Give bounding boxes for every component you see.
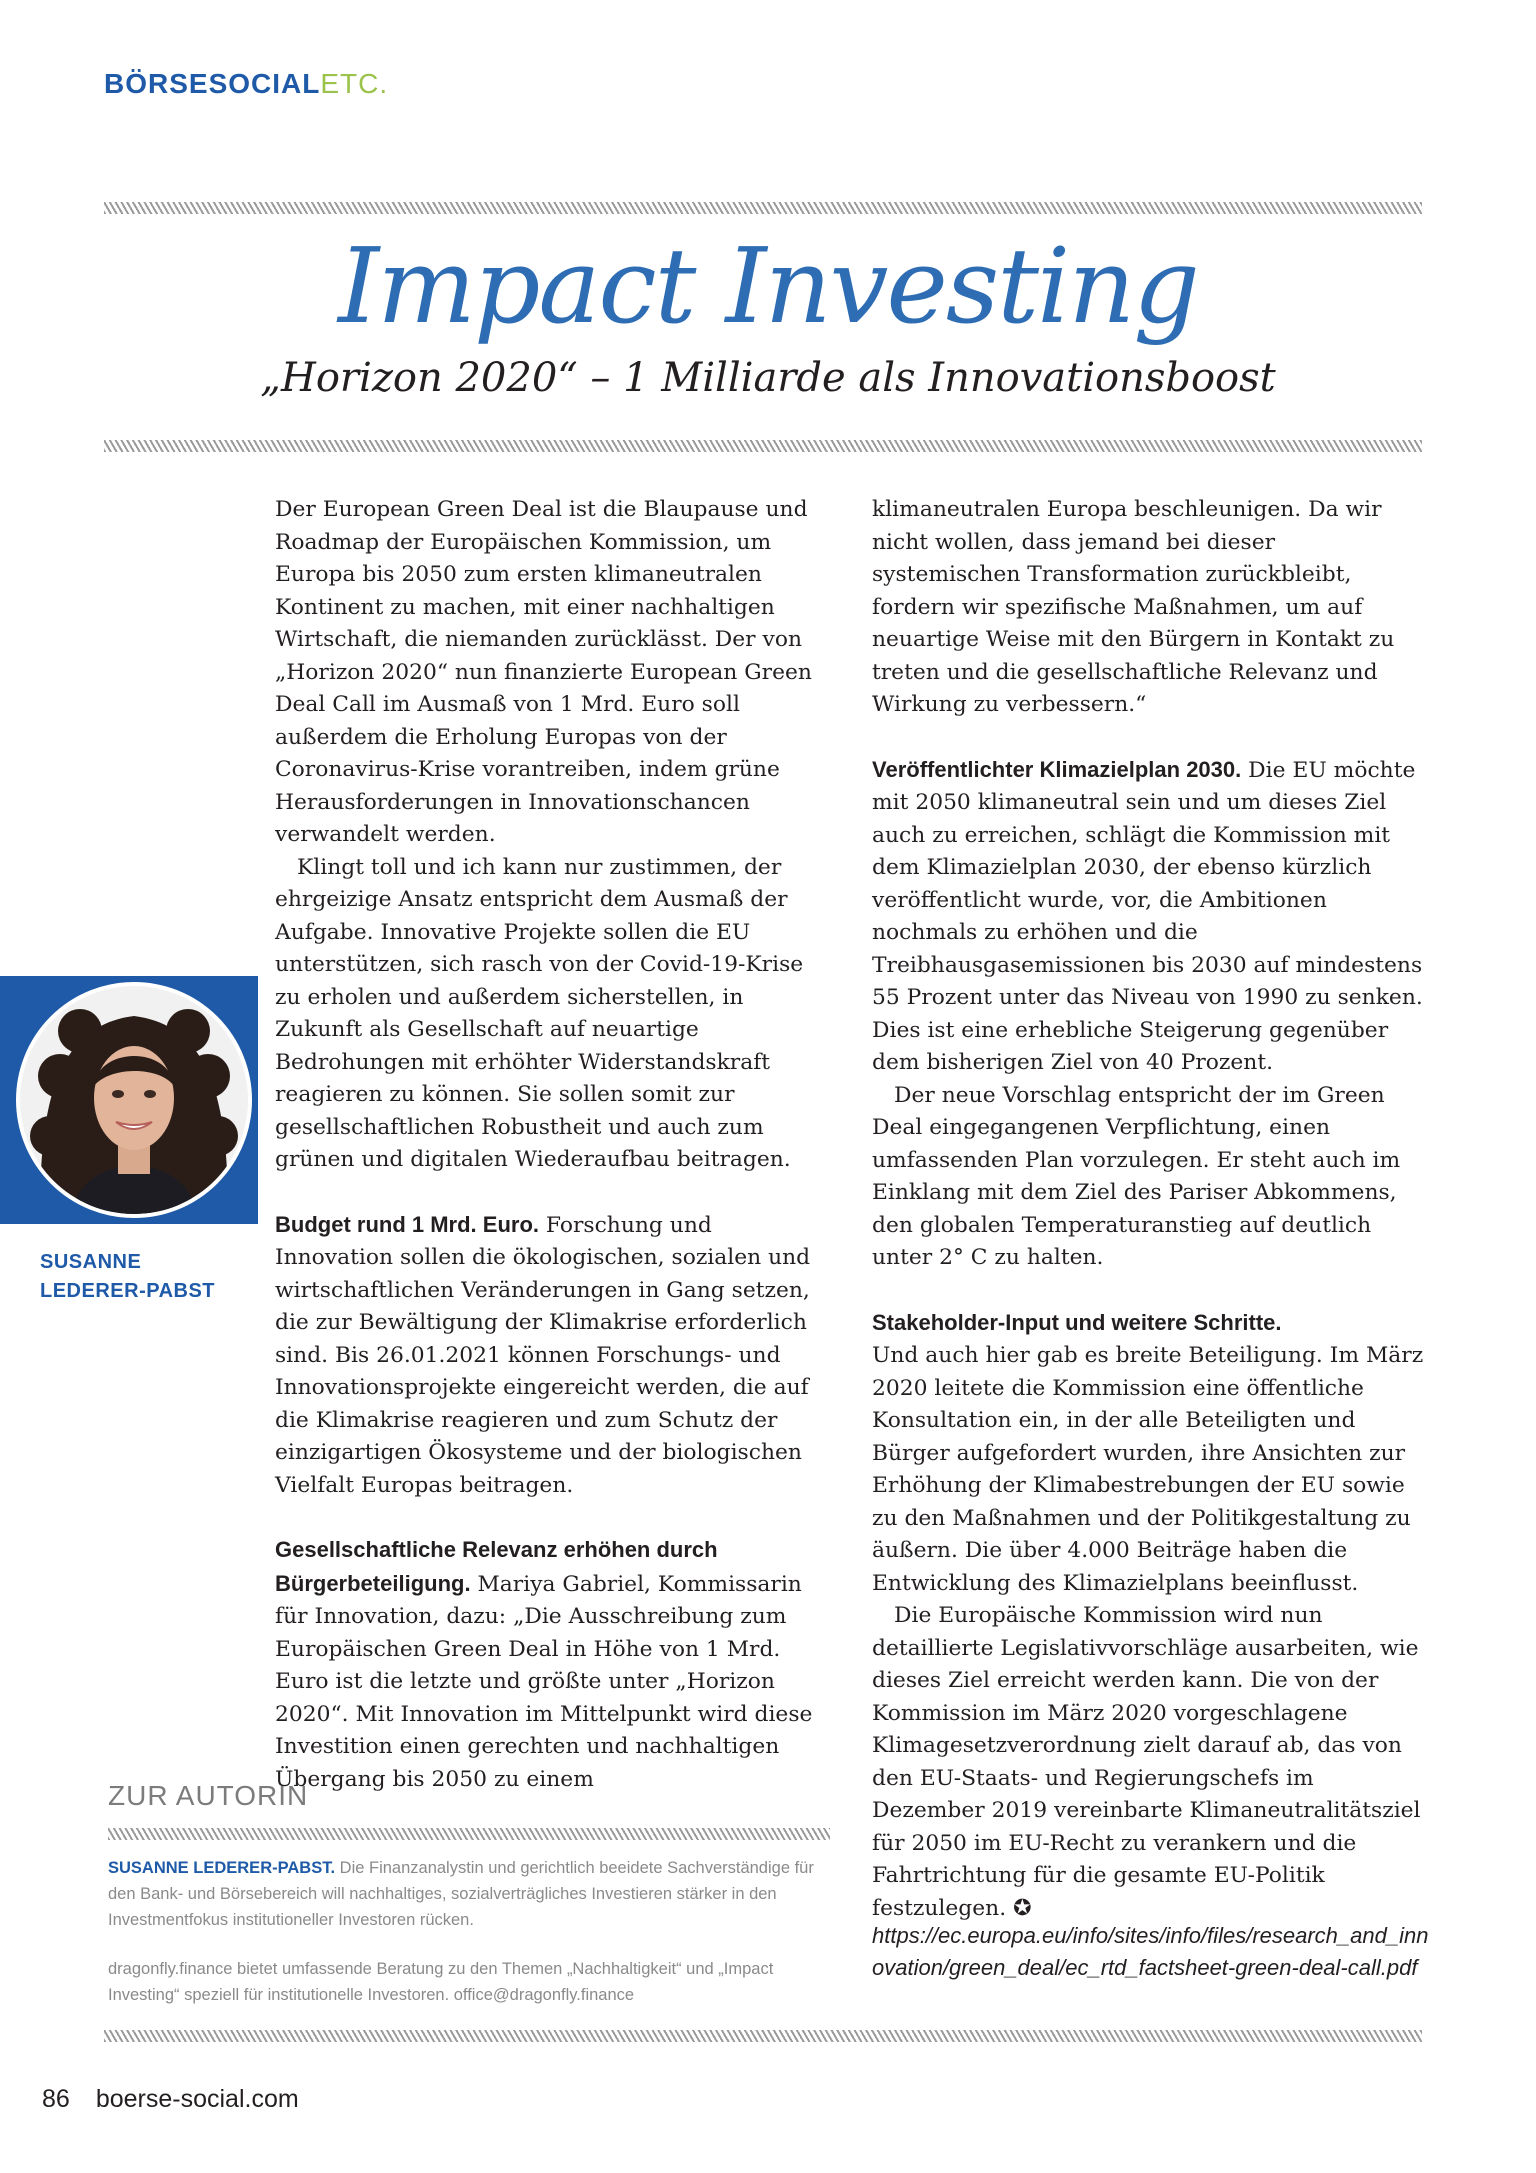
paragraph-with-heading: [872, 754, 1427, 1080]
brand-logo: [104, 68, 388, 100]
paragraph: Der neue Vorschlag entspricht der im Green Deal eingegangenen Verpflichtung, einen umfassenden Plan vorzulegen. Er steht auch im Einklang mit dem Ziel des Pariser Abkommens, den globalen Temperaturanstieg auf deutlich unter 2° C zu halten.: [872, 1082, 1401, 1270]
footer-site[interactable]: boerse-social.com: [95, 2085, 299, 2113]
author-company: [108, 1956, 828, 2008]
article-subtitle: „Horizon 2020“ – 1 Milliarde als Innovationsboost: [260, 355, 1276, 401]
author-bio-text: [108, 1855, 828, 1933]
inline-heading: Veröffentlichter Klimazielplan 2030.: [872, 756, 1242, 782]
source-link[interactable]: [872, 1920, 1432, 1984]
paragraph-text: Die Europäische Kommission wird nun detaillierte Legislativvorschläge ausarbeiten, wie dieses Ziel erreicht werden kann. Die von der Kommission im März 2020 vorgeschlagene Klimagesetzverordnung zielt darauf ab, das von den EU-Staats- und Regierungschefs im Dezember 2019 vereinbarte Klimaneutralitätsziel für 2050 im EU-Recht zu verankern und die Fahrtrichtung für die gesamte EU-Politik festzulegen.: [872, 1603, 1421, 1921]
paragraph-with-heading: [275, 1534, 830, 1796]
divider-author: [108, 1828, 830, 1840]
divider-bottom: [104, 2030, 1422, 2042]
paragraph-text: Forschung und Innovation sollen die ökologischen, sozialen und wirtschaftlichen Veränderungen in Gang setzen, die zur Bewältigung der Klimakrise erforderlich sind. Bis 26.01.2021 können Forschungs- und Innovationsprojekte eingereicht werden, die auf die Klimakrise reagieren und zum Schutz der einzigartigen Ökosysteme und der biologischen Vielfalt Europas beitragen.: [275, 1212, 811, 1498]
author-name-sidebar: [40, 1248, 260, 1306]
brand-main: BÖRSESOCIAL: [104, 68, 321, 99]
author-bio-description: Die Finanzanalystin und gerichtlich beeidete Sachverständige für den Bank- und Börsebereich will nachhaltiges, sozialverträgliches Investieren stärker in den Investmentfokus institutioneller Investoren rücken.: [108, 1859, 814, 1929]
article-title: Impact Investing: [338, 225, 1198, 347]
author-first-name: SUSANNE: [40, 1251, 142, 1273]
page-number: 86: [42, 2085, 70, 2113]
author-company-text: dragonfly.finance bietet umfassende Beratung zu den Themen „Nachhaltigkeit“ und „Impact Investing“ speziell für institutionelle Investoren. office@dragonfly.finance: [108, 1960, 774, 2004]
source-url[interactable]: https://ec.europa.eu/info/sites/info/files/research_and_innovation/green_deal/ec_rtd_factsheet-green-deal-call.pdf: [872, 1923, 1429, 1980]
divider-title-bottom: [104, 440, 1422, 452]
inline-heading: Stakeholder-Input und weitere Schritte.: [872, 1309, 1282, 1335]
end-mark-icon: ✪: [1013, 1895, 1032, 1921]
author-portrait-icon: [20, 986, 248, 1214]
author-bio: [108, 1855, 828, 1933]
author-photo: [16, 982, 252, 1218]
page-footer: [42, 2085, 299, 2114]
article-column-2: [872, 494, 1427, 1925]
paragraph-text: Mariya Gabriel, Kommissarin für Innovation, dazu: „Die Ausschreibung zum Europäischen Green Deal in Höhe von 1 Mrd. Euro ist die letzte und größte unter „Horizon 2020“. Mit Innovation im Mittelpunkt wird diese Investition einen gerechten und nachhaltigen Übergang bis 2050 zu einem: [275, 1571, 813, 1792]
paragraph: Klingt toll und ich kann nur zustimmen, der ehrgeizige Ansatz entspricht dem Ausmaß der Aufgabe. Innovative Projekte sollen die EU unterstützen, sich rasch von der Covid-19-Krise zu erholen und außerdem sicherstellen, in Zukunft als Gesellschaft auf neuartige Bedrohungen mit erhöhter Widerstandskraft reagieren zu können. Sie sollen somit zur gesellschaftlichen Robustheit und auch zum grünen und digitalen Wiederaufbau beitragen.: [275, 854, 804, 1172]
paragraph-text: Die EU möchte mit 2050 klimaneutral sein und um dieses Ziel auch zu erreichen, schlägt die Kommission mit dem Klimazielplan 2030, der ebenso kürzlich veröffentlicht wurde, vor, die Ambitionen nochmals zu erhöhen und die Treibhausgasemissionen bis 2030 auf mindestens 55 Prozent unter das Niveau von 1990 zu senken. Dies ist eine erhebliche Steigerung gegenüber dem bisherigen Ziel von 40 Prozent.: [872, 757, 1423, 1075]
author-bio-name: SUSANNE LEDERER-PABST.: [108, 1859, 336, 1877]
paragraph: Der European Green Deal ist die Blaupause und Roadmap der Europäischen Kommission, um Europa bis 2050 zum ersten klimaneutralen Kontinent zu machen, mit einer nachhaltigen Wirtschaft, die niemanden zurücklässt. Der von „Horizon 2020“ nun finanzierte European Green Deal Call im Ausmaß von 1 Mrd. Euro soll außerdem die Erholung Europas von der Coronavirus-Krise vorantreiben, indem grüne Herausforderungen in Innovationschancen verwandelt werden.: [275, 497, 812, 847]
heading: [872, 1307, 1427, 1341]
brand-suffix: ETC.: [320, 68, 389, 99]
author-last-name: LEDERER-PABST: [40, 1280, 216, 1302]
paragraph: Und auch hier gab es breite Beteiligung. Im März 2020 leitete die Kommission eine öffentliche Konsultation ein, in der alle Beteiligten und Bürger aufgefordert wurden, ihre Ansichten zur Erhöhung der Klimabestrebungen der EU sowie zu den Maßnahmen und der Politikgestaltung zu äußern. Die über 4.000 Beiträge haben die Entwicklung des Klimazielplans beeinflusst.: [872, 1343, 1424, 1596]
inline-heading: Gesellschaftliche Relevanz erhöhen durch Bürgerbeteiligung.: [275, 1537, 718, 1596]
divider-top: [104, 202, 1422, 214]
article-column-1: [275, 494, 830, 1796]
paragraph-final: [872, 1600, 1427, 1925]
paragraph-with-heading: [275, 1209, 830, 1503]
inline-heading: Budget rund 1 Mrd. Euro.: [275, 1211, 539, 1237]
author-section-label: ZUR AUTORIN: [108, 1780, 309, 1811]
paragraph: klimaneutralen Europa beschleunigen. Da wir nicht wollen, dass jemand bei dieser systemischen Transformation zurückbleibt, fordern wir spezifische Maßnahmen, um auf neuartige Weise mit den Bürgern in Kontakt zu treten und die gesellschaftliche Relevanz und Wirkung zu verbessern.“: [872, 497, 1395, 717]
